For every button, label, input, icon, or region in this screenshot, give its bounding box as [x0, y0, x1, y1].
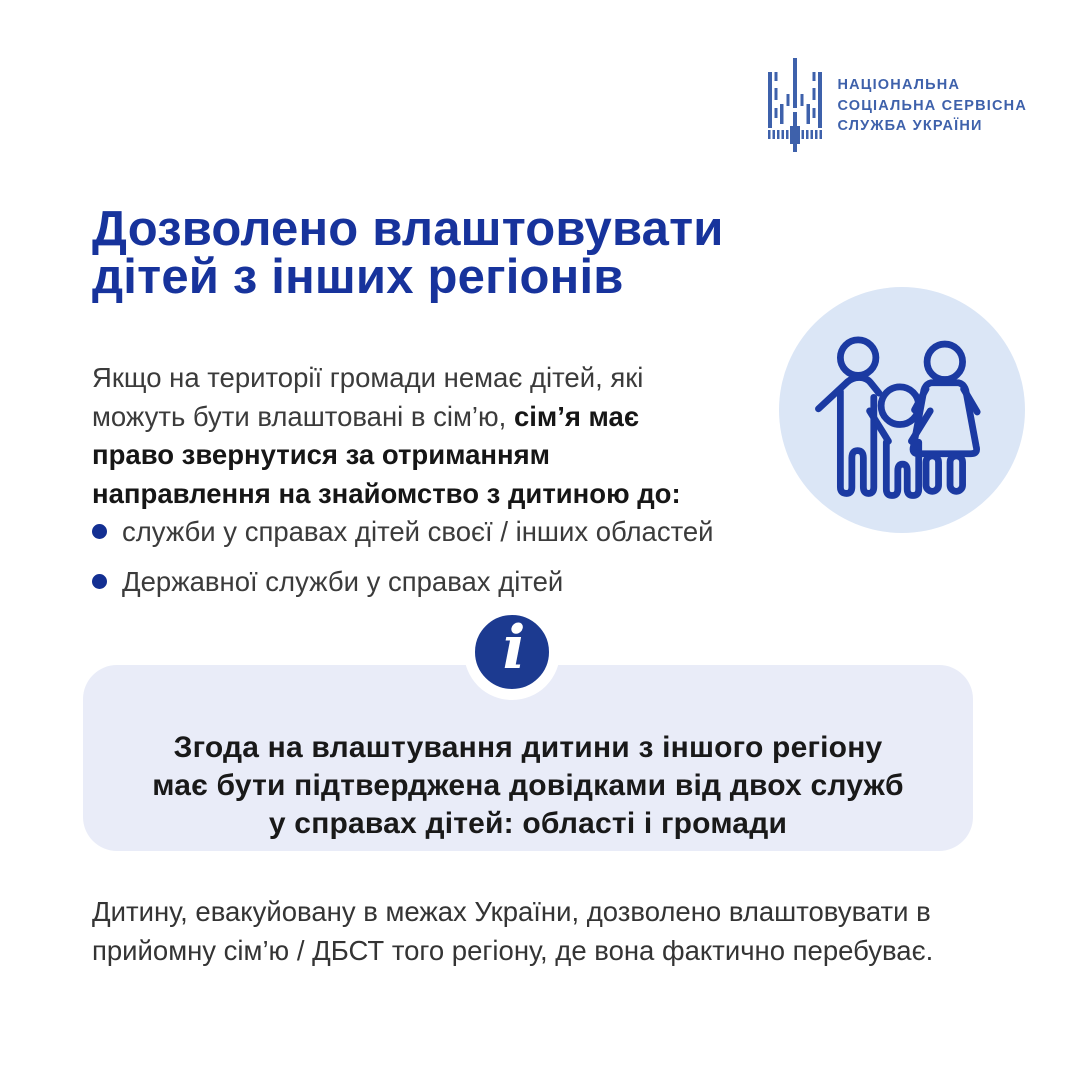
org-name-line: НАЦІОНАЛЬНА [837, 77, 961, 93]
footer-paragraph [92, 892, 1012, 970]
org-name-line: СОЦІАЛЬНА СЕРВІСНА [837, 97, 1027, 114]
footer-line: Дитину, евакуйовану в межах України, дозволено влаштовувати в [92, 896, 931, 927]
bullet-dot-icon [92, 524, 107, 539]
intro-line: можуть бути влаштовані в сім’ю, сім’я має [92, 400, 640, 432]
list-item [92, 567, 714, 597]
footer-line: прийомну сім’ю / ДБСТ того регіону, де вона фактично перебуває. [92, 935, 934, 966]
bullet-text: служби у справах дітей своєї / інших областей [122, 516, 714, 547]
intro-line: право звернутися за отриманням [92, 439, 550, 470]
list-item [92, 517, 714, 547]
page-title-line1: Дозволено влаштовувати [92, 202, 724, 256]
family-icon [808, 324, 996, 502]
intro-line: Якщо на території громади немає дітей, які [92, 362, 644, 393]
page-title [92, 202, 724, 304]
trident-logo-icon [766, 58, 824, 152]
intro-paragraph [92, 359, 732, 513]
org-name-line: СЛУЖБА УКРАЇНИ [837, 118, 983, 134]
bullet-dot-icon [92, 574, 107, 589]
intro-line: направлення на знайомство з дитиною до: [92, 477, 681, 509]
bullet-text: Державної служби у справах дітей [122, 566, 564, 597]
info-icon: i [464, 604, 560, 700]
org-logo [766, 58, 1027, 152]
info-line: у справах дітей: області і громади [268, 807, 788, 840]
page-title-line2: дітей з інших регіонів [92, 250, 624, 304]
bullet-list [92, 517, 714, 617]
org-name [837, 75, 1027, 137]
family-illustration-circle [779, 287, 1025, 533]
info-line: має бути підтверджена довідками від двох служб [152, 769, 904, 802]
info-line: Згода на влаштування дитини з іншого регіону [173, 731, 883, 764]
